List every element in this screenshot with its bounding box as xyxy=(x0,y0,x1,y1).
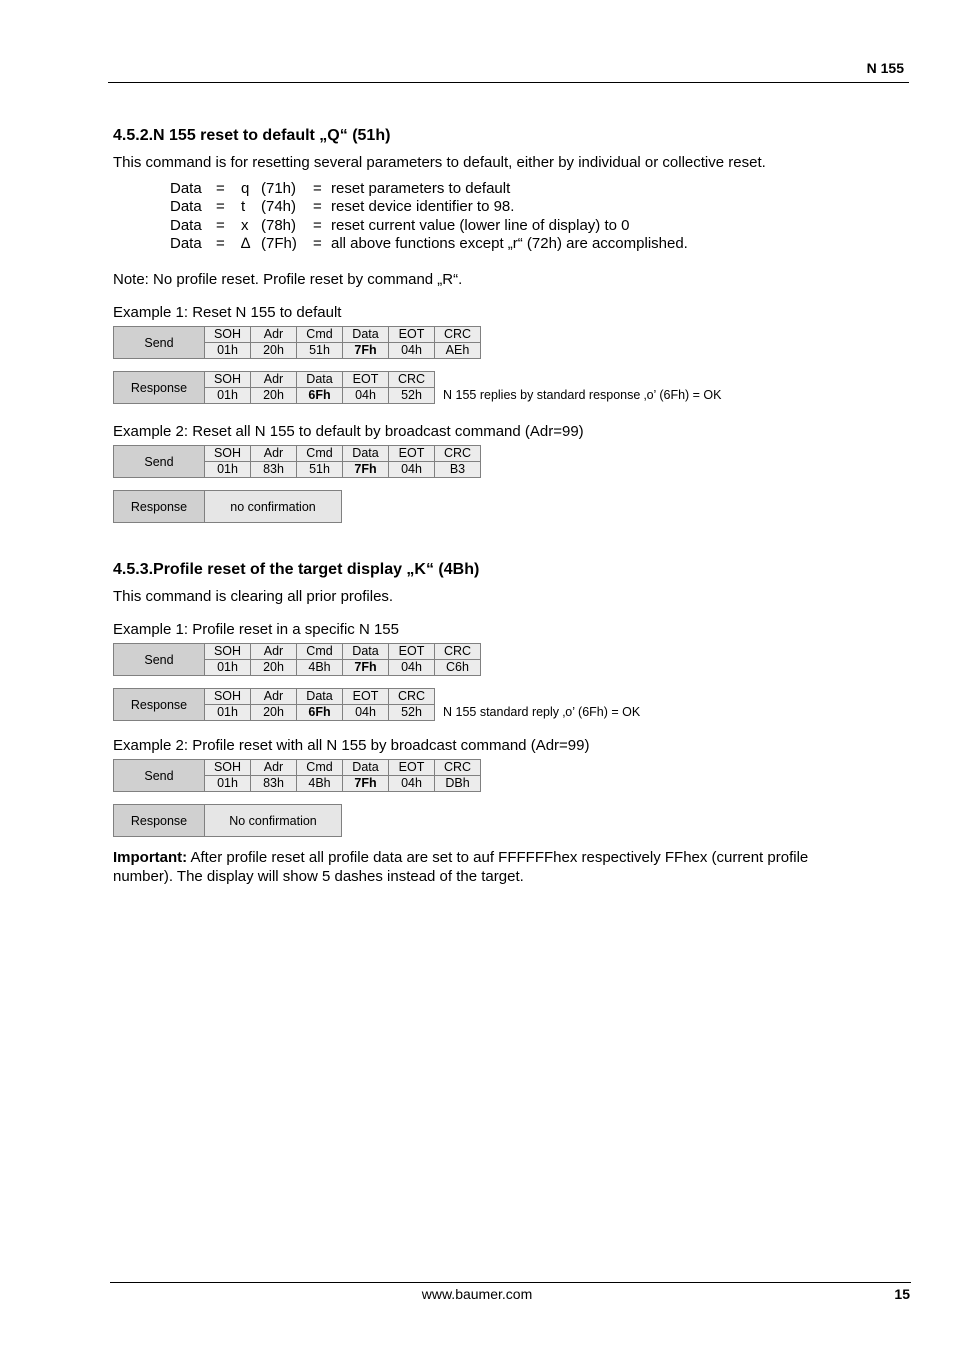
page-number: 15 xyxy=(894,1286,910,1302)
section-heading-reset-default: 4.5.2.N 155 reset to default „Q“ (51h) xyxy=(113,127,391,144)
data-row: Data = q (71h) = reset parameters to default xyxy=(170,180,511,197)
example-title: Example 2: Reset all N 155 to default by broadcast command (Adr=99) xyxy=(113,423,584,440)
response-note: N 155 replies by standard response ‚o’ (6Fh) = OK xyxy=(443,388,722,402)
important-paragraph: Important: After profile reset all profile data are set to auf FFFFFFhex respectively FFhex (current profile number). The display will show 5 dashes instead of the target. xyxy=(113,849,809,885)
response-frame-table: Response SOH 01h Adr 20h Data 6Fh EOT 04h CRC 52h xyxy=(113,371,435,404)
document-header-title: N 155 xyxy=(866,60,904,76)
data-row: Data = t (74h) = reset device identifier to 98. xyxy=(170,198,515,216)
section-heading-profile-reset: 4.5.3.Profile reset of the target display „K“ (4Bh) xyxy=(113,561,480,578)
send-frame-table: Send SOH 01h Adr 20h Cmd 4Bh Data 7Fh EOT 04h CRC C6h xyxy=(113,643,481,676)
response-frame-table xyxy=(113,490,342,523)
response-note: N 155 standard reply ‚o’ (6Fh) = OK xyxy=(443,705,641,719)
frame-label: Send xyxy=(114,327,205,358)
send-frame-table: Send SOH 01h Adr 20h Cmd 51h Data 7Fh EOT 04h CRC AEh xyxy=(113,326,481,359)
no-confirmation-cell: no confirmation xyxy=(205,491,341,522)
data-row: Data = x (78h) = reset current value (lower line of display) to 0 xyxy=(170,216,630,234)
note-no-profile-reset: Note: No profile reset. Profile reset by command „R“. xyxy=(113,271,463,288)
frame-label: Send xyxy=(114,644,205,675)
section-intro: This command is for resetting several parameters to default, either by individual or collective reset. xyxy=(113,154,766,171)
important-label: Important: xyxy=(113,849,188,866)
example-title: Example 1: Reset N 155 to default xyxy=(113,304,342,321)
frame-label: Response xyxy=(114,491,205,522)
data-row: Data = ∆ (7Fh) = all above functions except „r“ (72h) are accomplished. xyxy=(170,234,688,252)
header-rule xyxy=(108,82,909,83)
example-title: Example 2: Profile reset with all N 155 by broadcast command (Adr=99) xyxy=(113,737,590,754)
frame-label: Send xyxy=(114,446,205,477)
send-frame-table: Send SOH 01h Adr 83h Cmd 51h Data 7Fh EOT 04h CRC B3 xyxy=(113,445,481,478)
send-frame-table: Send SOH 01h Adr 83h Cmd 4Bh Data 7Fh EOT 04h CRC DBh xyxy=(113,759,481,792)
footer-url: www.baumer.com xyxy=(421,1286,533,1302)
no-confirmation-cell: No confirmation xyxy=(205,805,341,836)
response-frame-table xyxy=(113,804,342,837)
frame-label: Response xyxy=(114,805,205,836)
footer-rule xyxy=(110,1282,911,1283)
response-frame-table: Response SOH 01h Adr 20h Data 6Fh EOT 04h CRC 52h xyxy=(113,688,435,721)
section-intro: This command is clearing all prior profiles. xyxy=(113,588,394,605)
example-title: Example 1: Profile reset in a specific N 155 xyxy=(113,621,399,638)
frame-label: Response xyxy=(114,689,205,720)
frame-label: Response xyxy=(114,372,205,403)
data-parameter-list xyxy=(170,180,688,253)
frame-label: Send xyxy=(114,760,205,791)
